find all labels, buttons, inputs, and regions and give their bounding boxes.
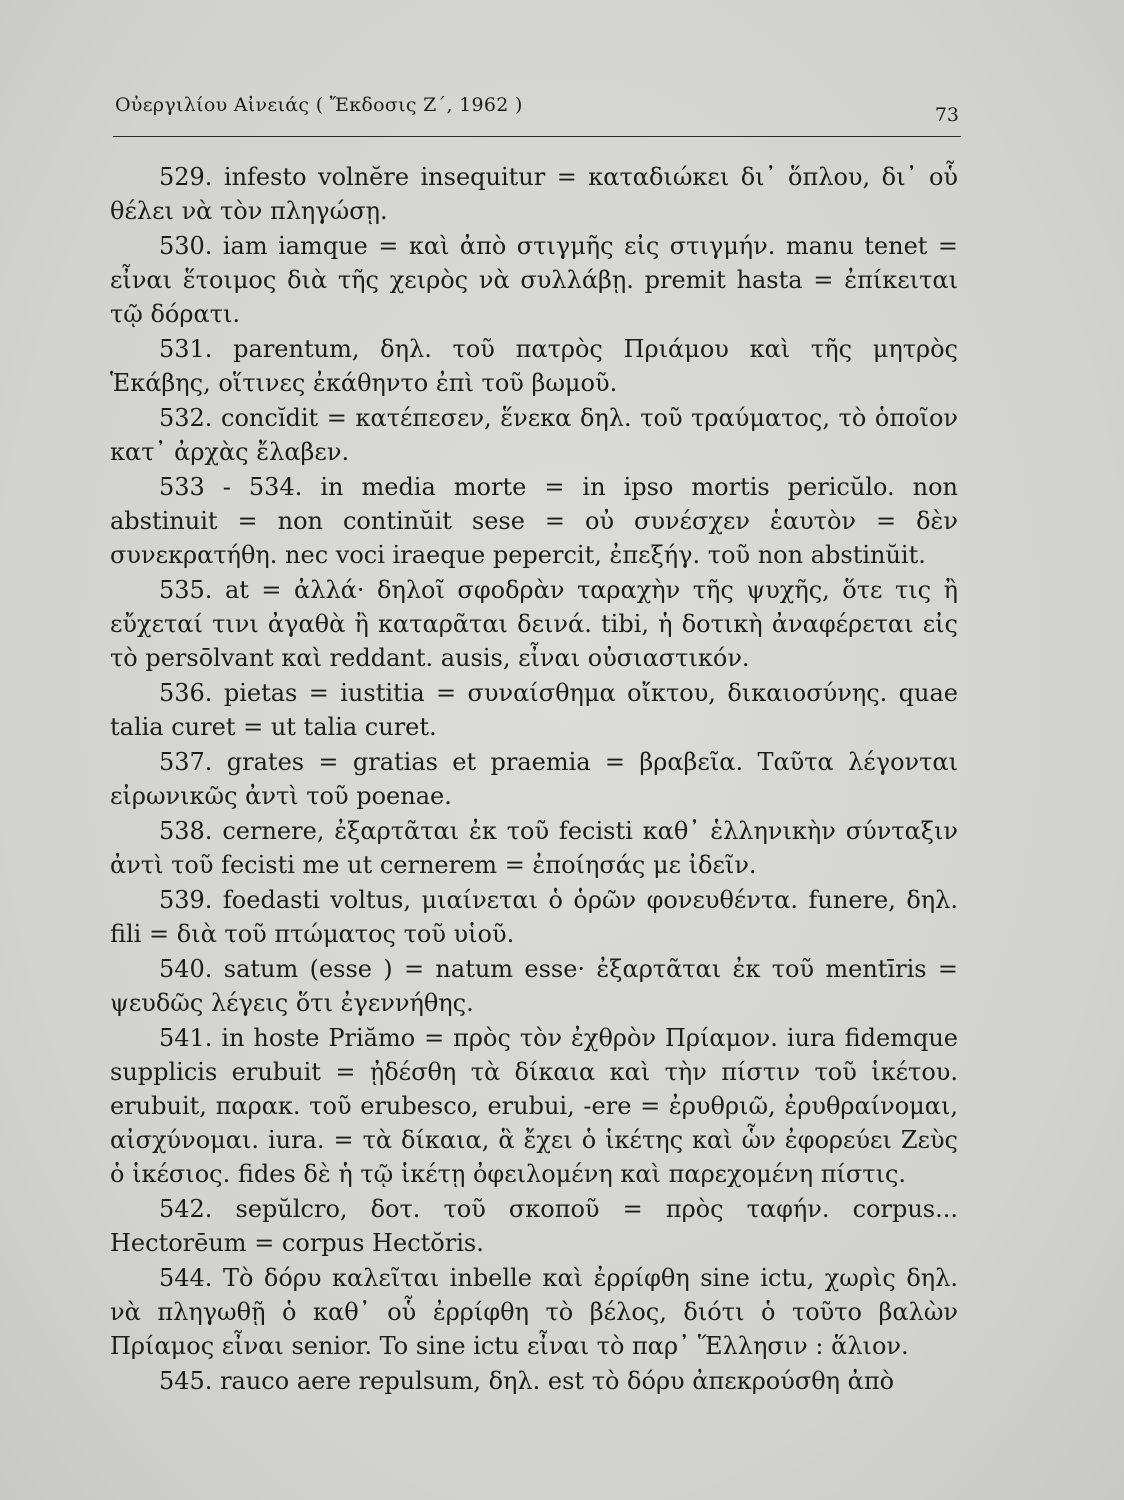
note-536: 536. pietas = iustitia = συναίσθημα οἴκτου, δικαιοσύνης. quae talia curet = ut talia curet. — [110, 679, 958, 742]
note-537: 537. grates = gratias et praemia = βραβεῖα. Ταῦτα λέγονται εἰρωνικῶς ἀντὶ τοῦ poenae. — [110, 747, 958, 811]
note-533-534: 533 - 534. in media morte = in ipso mortis pericŭlo. non abstinuit = non continŭit sese = οὐ συνέσχεν ἑαυτὸν = δὲν συνεκρατήθη. nec voci iraeque pepercit, ἐπεξήγ. τοῦ non abstinŭit. — [110, 472, 958, 570]
note-535: 535. at = ἀλλά· δηλοῖ σφοδρὰν ταραχὴν τῆς ψυχῆς, ὅτε τις ἢ εὔχεταί τινι ἀγαθὰ ἢ καταρᾶται δεινά. tibi, ἡ δοτικὴ ἀναφέρεται εἰς τὸ persōlvant καὶ reddant. ausis, εἶναι οὐσιαστικόν. — [110, 575, 958, 673]
note-544: 544. Τὸ δόρυ καλεῖται inbelle καὶ ἐρρίφθη sine ictu, χωρὶς δηλ. νὰ πληγωθῇ ὁ καθ᾽ οὗ ἐρρίφθη τὸ βέλος, διότι ὁ τοῦτο βαλὼν Πρίαμος εἶναι senior. To sine ictu εἶναι τὸ παρ᾽ Ἕλλησιν : ἅλιον. — [110, 1264, 958, 1361]
page-number: 73 — [934, 104, 959, 126]
note-529: 529. infesto volnĕre insequitur = καταδιώκει δι᾽ ὅπλου, δι᾽ οὗ θέλει νὰ τὸν πληγώσῃ. — [110, 163, 958, 226]
commentary-body — [110, 160, 958, 1399]
note-541: 541. in hoste Priămo = πρὸς τὸν ἐχθρὸν Πρίαμον. iura fidemque supplicis erubuit = ᾐδέσθη τὰ δίκαια καὶ τὴν πίστιν τοῦ ἱκέτου. erubuit, παρακ. τοῦ erubesco, erubui, -ere = ἐρυθριῶ, ἐρυθραίνομαι, αἰσχύνομαι. iura. = τὰ δίκαια, ἃ ἔχει ὁ ἱκέτης καὶ ὧν ἐφορεύει Ζεὺς ὁ ἱκέσιος. fides δὲ ἡ τῷ ἱκέτῃ ὀφειλομένη καὶ παρεχομένη πίστις. — [110, 1023, 958, 1189]
note-542: 542. sepŭlcro, δοτ. τοῦ σκοποῦ = πρὸς ταφήν. corpus... Hectorēum = corpus Hectŏris. — [110, 1195, 958, 1258]
note-540: 540. satum (esse ) = natum esse· ἐξαρτᾶται ἐκ τοῦ mentīris = ψευδῶς λέγεις ὅτι ἐγεννήθης. — [110, 954, 958, 1017]
page-header — [113, 92, 961, 137]
note-539: 539. foedasti voltus, μιαίνεται ὁ ὁρῶν φονευθέντα. funere, δηλ. fili = διὰ τοῦ πτώματος τοῦ υἱοῦ. — [110, 885, 958, 948]
note-531: 531. parentum, δηλ. τοῦ πατρὸς Πριάμου καὶ τῆς μητρὸς Ἑκάβης, οἵτινες ἐκάθηντο ἐπὶ τοῦ βωμοῦ. — [110, 335, 958, 398]
note-538: 538. cernere, ἐξαρτᾶται ἐκ τοῦ fecisti καθ᾽ ἑλληνικὴν σύνταξιν ἀντὶ τοῦ fecisti me ut cernerem = ἐποίησάς με ἰδεῖν. — [110, 816, 958, 880]
note-530: 530. iam iamque = καὶ ἀπὸ στιγμῆς εἰς στιγμήν. manu tenet = εἶναι ἕτοιμος διὰ τῆς χειρὸς νὰ συλλάβῃ. premit hasta = ἐπίκειται τῷ δόρατι. — [110, 231, 958, 329]
note-532: 532. concĭdit = κατέπεσεν, ἕνεκα δηλ. τοῦ τραύματος, τὸ ὁποῖον κατ᾽ ἀρχὰς ἔλαβεν. — [110, 403, 958, 467]
running-head: Οὐεργιλίου Αἰνειάς ( Ἔκδοσις Ζ΄, 1962 ) — [115, 94, 523, 116]
note-545: 545. rauco aere repulsum, δηλ. est τὸ δόρυ ἀπεκρούσθη ἀπὸ — [159, 1367, 895, 1396]
